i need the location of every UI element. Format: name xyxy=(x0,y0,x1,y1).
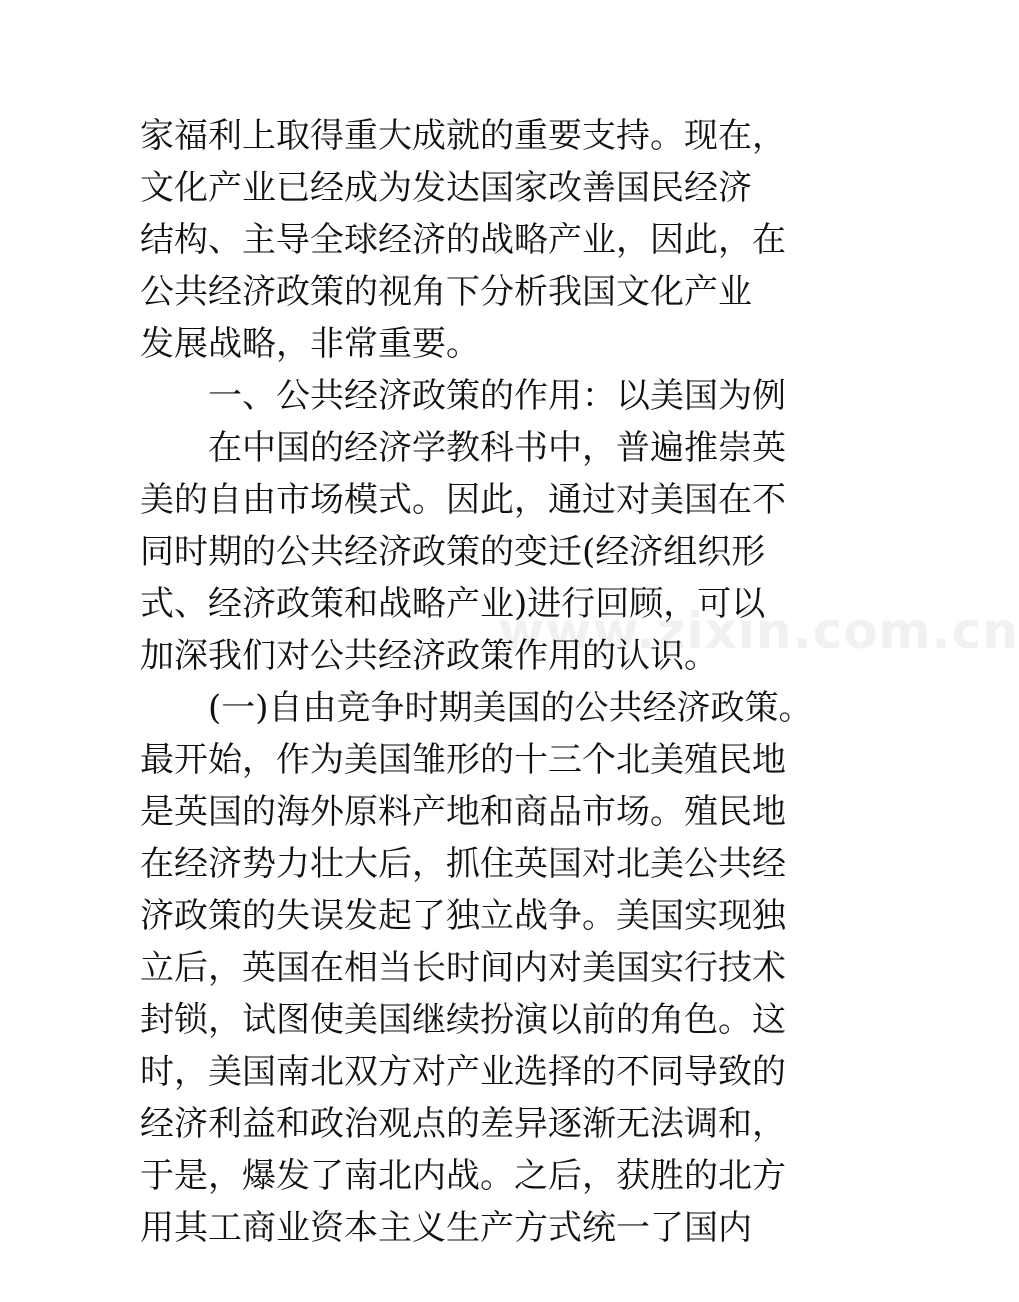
text-line: 最开始，作为美国雏形的十三个北美殖民地 xyxy=(140,740,786,780)
paragraph-start: 在中国的经济学教科书中，普遍推崇英 xyxy=(208,428,786,468)
text-line: 用其工商业资本主义生产方式统一了国内 xyxy=(140,1208,752,1248)
text-line: 文化产业已经成为发达国家改善国民经济 xyxy=(140,168,752,208)
subsection-heading: (一)自由竞争时期美国的公共经济政策。 xyxy=(208,688,813,728)
text-line: 发展战略，非常重要。 xyxy=(140,324,480,364)
text-line: 经济利益和政治观点的差异逐渐无法调和， xyxy=(140,1104,786,1144)
text-line: 于是，爆发了南北内战。之后，获胜的北方 xyxy=(140,1156,786,1196)
text-line: 加深我们对公共经济政策作用的认识。 xyxy=(140,636,718,676)
section-heading: 一、公共经济政策的作用：以美国为例 xyxy=(208,376,786,416)
text-line: 家福利上取得重大成就的重要支持。现在， xyxy=(140,116,786,156)
text-line: 济政策的失误发起了独立战争。美国实现独 xyxy=(140,896,786,936)
watermark: www.zixin.com.cn xyxy=(498,602,1019,660)
text-line: 同时期的公共经济政策的变迁(经济组织形 xyxy=(140,532,766,572)
text-line: 是英国的海外原料产地和商品市场。殖民地 xyxy=(140,792,786,832)
text-line: 时，美国南北双方对产业选择的不同导致的 xyxy=(140,1052,786,1092)
text-line: 美的自由市场模式。因此，通过对美国在不 xyxy=(140,480,786,520)
text-line: 公共经济政策的视角下分析我国文化产业 xyxy=(140,272,752,312)
body-text xyxy=(140,110,820,1254)
text-line: 在经济势力壮大后，抓住英国对北美公共经 xyxy=(140,844,786,884)
text-line: 封锁，试图使美国继续扮演以前的角色。这 xyxy=(140,1000,786,1040)
text-line: 式、经济政策和战略产业)进行回顾，可以 xyxy=(140,584,766,624)
text-line: 立后，英国在相当长时间内对美国实行技术 xyxy=(140,948,786,988)
text-line: 结构、主导全球经济的战略产业，因此，在 xyxy=(140,220,786,260)
